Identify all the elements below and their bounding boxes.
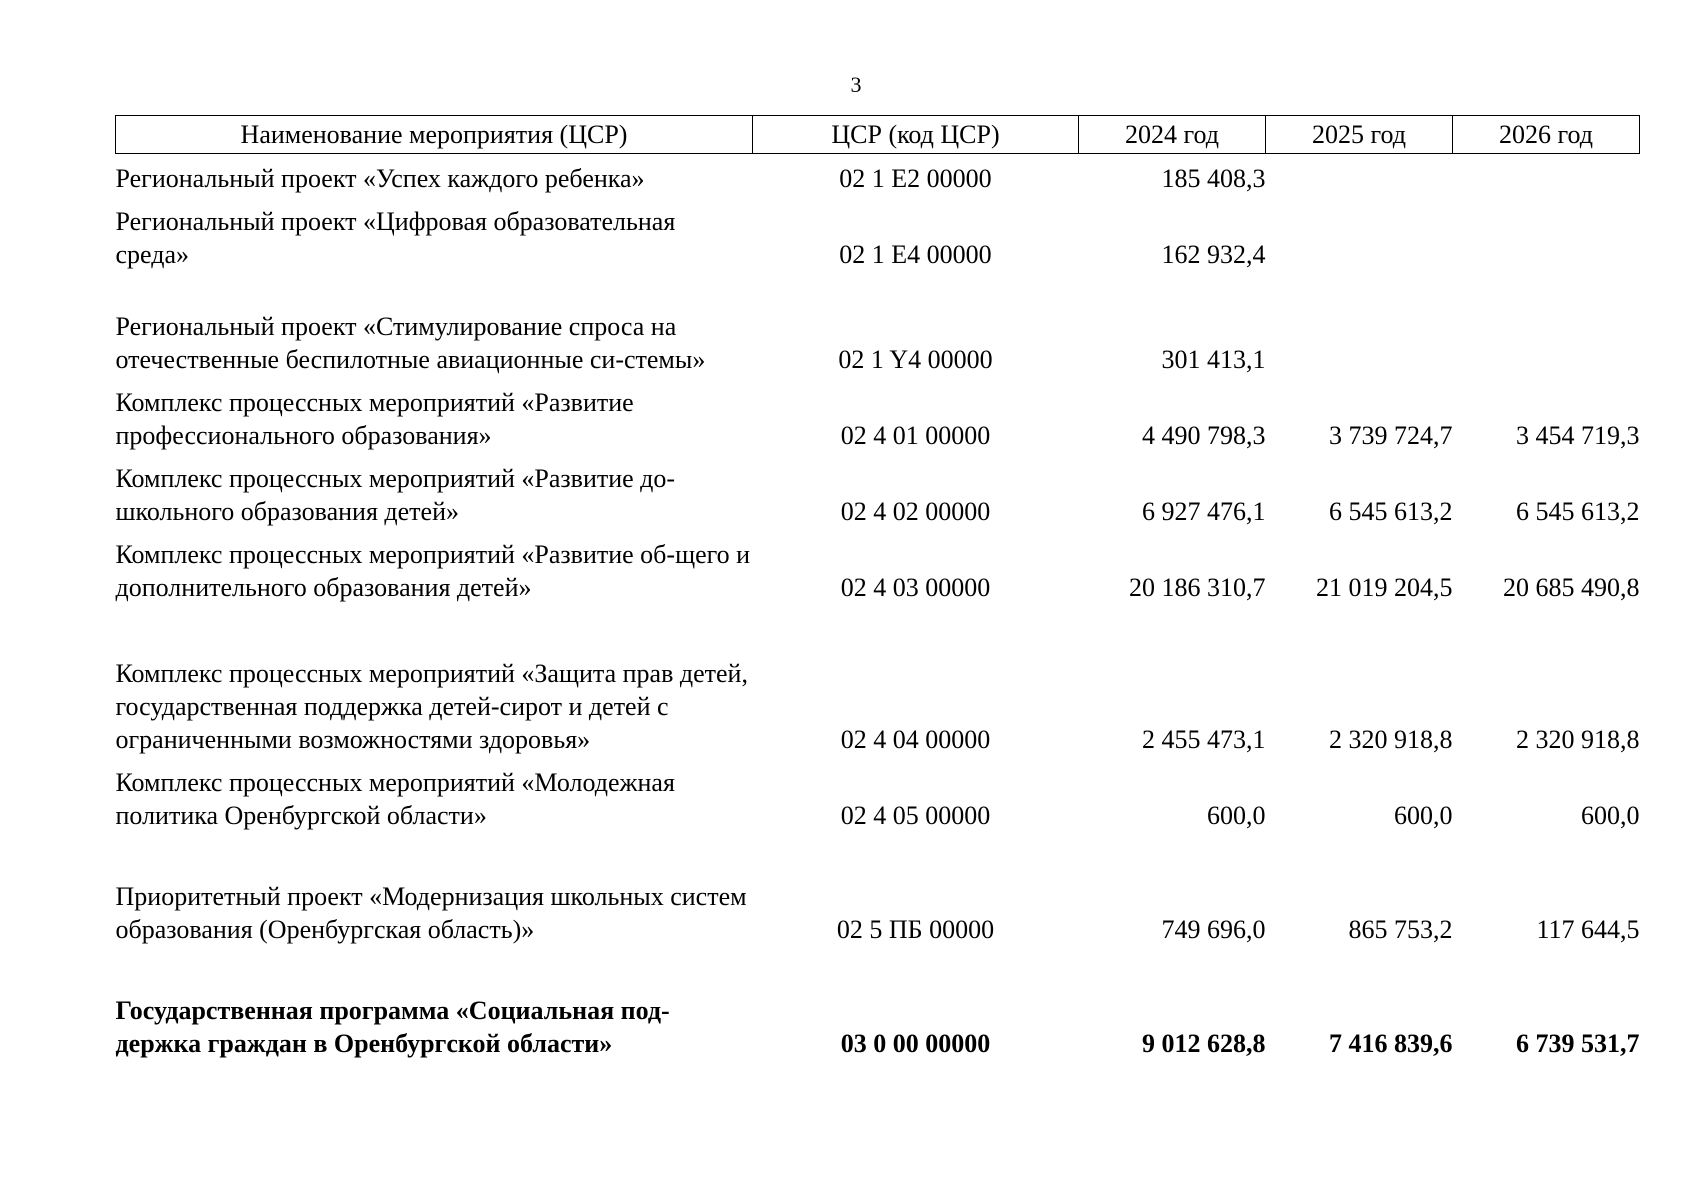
row-name: Региональный проект «Цифровая образовательная среда» <box>115 206 676 269</box>
row-code: 02 4 01 00000 <box>840 420 991 450</box>
table-row <box>116 604 1640 756</box>
row-name: Комплекс процессных мероприятий «Развитие профессионального образования» <box>115 387 634 450</box>
row-code: 02 4 03 00000 <box>840 572 991 602</box>
row-value-2024: 600,0 <box>1207 800 1266 830</box>
row-value-2024: 4 490 798,3 <box>1142 420 1266 450</box>
row-value-2026: 6 739 531,7 <box>1516 1028 1640 1058</box>
row-value-2024: 9 012 628,8 <box>1142 1028 1266 1058</box>
table-row <box>116 832 1640 946</box>
row-code: 02 1 Е4 00000 <box>839 239 992 269</box>
header-2024: 2024 год <box>1079 116 1266 154</box>
row-value-2024: 185 408,3 <box>1161 163 1266 193</box>
row-value-2025 <box>1266 195 1453 271</box>
table-row <box>116 154 1640 195</box>
row-value-2025 <box>1266 271 1453 376</box>
header-2025: 2025 год <box>1266 116 1453 154</box>
row-name: Государственная программа «Социальная под-держка граждан в Оренбургской области» <box>115 995 670 1058</box>
row-value-2025: 21 019 204,5 <box>1316 572 1453 602</box>
row-value-2026: 3 454 719,3 <box>1516 420 1640 450</box>
row-value-2024: 2 455 473,1 <box>1142 724 1266 754</box>
row-code: 02 5 ПБ 00000 <box>836 914 995 944</box>
table-row <box>116 195 1640 271</box>
row-value-2024: 162 932,4 <box>1161 239 1266 269</box>
row-value-2025: 7 416 839,6 <box>1329 1028 1453 1058</box>
budget-table <box>115 115 1640 1060</box>
row-value-2025 <box>1266 154 1453 195</box>
row-name: Комплекс процессных мероприятий «Развитие об-щего и дополнительного образования детей» <box>115 539 751 602</box>
table-row <box>116 756 1640 832</box>
header-2026: 2026 год <box>1453 116 1640 154</box>
row-value-2026 <box>1453 154 1640 195</box>
page-number: 3 <box>850 72 862 97</box>
row-value-2025: 2 320 918,8 <box>1329 724 1453 754</box>
row-value-2026: 20 685 490,8 <box>1503 572 1640 602</box>
table-row <box>116 528 1640 604</box>
table-row <box>116 376 1640 452</box>
row-name: Комплекс процессных мероприятий «Молодежная политика Оренбургской области» <box>115 767 675 830</box>
row-value-2025: 600,0 <box>1394 800 1453 830</box>
row-name: Приоритетный проект «Модернизация школьных систем образования (Оренбургская область)» <box>115 881 747 944</box>
row-value-2026 <box>1453 271 1640 376</box>
row-value-2026: 2 320 918,8 <box>1516 724 1640 754</box>
row-value-2024: 749 696,0 <box>1161 914 1266 944</box>
row-value-2024: 301 413,1 <box>1161 344 1266 374</box>
row-name: Комплекс процессных мероприятий «Защита прав детей, государственная поддержка детей-сирот и детей с ограниченными возможностями здоровья» <box>115 658 748 754</box>
row-name: Комплекс процессных мероприятий «Развитие до-школьного образования детей» <box>115 463 676 526</box>
header-name: Наименование мероприятия (ЦСР) <box>116 116 753 154</box>
row-value-2026: 600,0 <box>1581 800 1640 830</box>
row-value-2025: 865 753,2 <box>1348 914 1453 944</box>
table-body <box>116 154 1640 1060</box>
row-value-2026 <box>1453 195 1640 271</box>
row-value-2024: 20 186 310,7 <box>1129 572 1266 602</box>
row-value-2024: 6 927 476,1 <box>1142 496 1266 526</box>
row-value-2026: 6 545 613,2 <box>1516 496 1640 526</box>
row-code: 02 1 Y4 00000 <box>838 344 993 374</box>
row-value-2025: 3 739 724,7 <box>1329 420 1453 450</box>
row-code: 02 1 Е2 00000 <box>839 163 992 193</box>
row-name: Региональный проект «Успех каждого ребенка» <box>115 163 645 193</box>
row-code: 02 4 04 00000 <box>840 724 991 754</box>
table-row <box>116 271 1640 376</box>
table-header-row <box>116 116 1640 154</box>
row-value-2025: 6 545 613,2 <box>1329 496 1453 526</box>
header-code: ЦСР (код ЦСР) <box>753 116 1079 154</box>
row-code: 02 4 02 00000 <box>840 496 991 526</box>
table-row <box>116 452 1640 528</box>
row-name: Региональный проект «Стимулирование спроса на отечественные беспилотные авиационные си-стемы» <box>115 311 706 374</box>
table-row-total <box>116 946 1640 1060</box>
row-code: 02 4 05 00000 <box>840 800 991 830</box>
row-value-2026: 117 644,5 <box>1536 914 1640 944</box>
row-code: 03 0 00 00000 <box>840 1028 991 1058</box>
